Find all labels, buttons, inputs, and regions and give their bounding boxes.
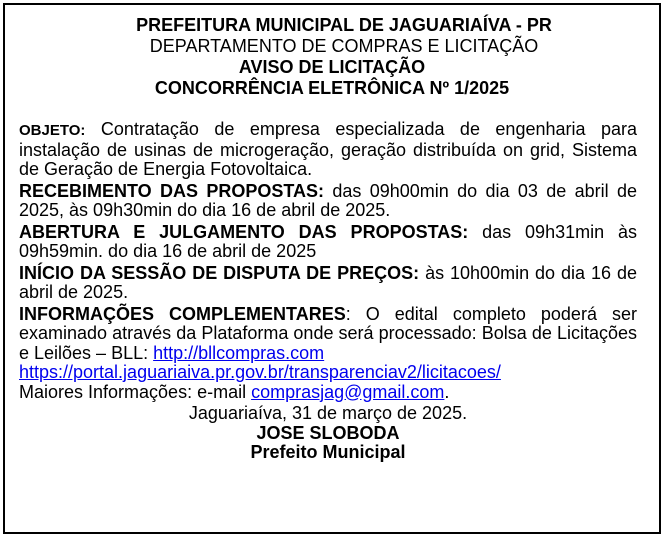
informacoes-text: : O edital completo poderá ser examinado através da Plataforma onde será processado: Bolsa de Licitações e Leilões – BLL: xyxy=(19,303,637,363)
header-municipality: PREFEITURA MUNICIPAL DE JAGUARIAÍVA - PR xyxy=(136,15,552,35)
recebimento-label: RECEBIMENTO DAS PROPOSTAS: xyxy=(19,180,325,201)
recebimento-paragraph xyxy=(19,182,637,221)
email-link[interactable]: comprasjag@gmail.com xyxy=(251,381,445,402)
objeto-label: OBJETO: xyxy=(19,122,86,139)
informacoes-paragraph xyxy=(19,305,637,403)
informacoes-label: INFORMAÇÕES COMPLEMENTARES xyxy=(19,303,346,324)
inicio-paragraph xyxy=(19,264,637,303)
signatory-role: Prefeito Municipal xyxy=(250,442,406,462)
contact-suffix: . xyxy=(444,381,450,402)
objeto-paragraph xyxy=(19,120,637,180)
signature-date: Jaguariaíva, 31 de março de 2025. xyxy=(188,403,468,423)
header-bid-number: CONCORRÊNCIA ELETRÔNICA Nº 1/2025 xyxy=(154,78,510,98)
transparency-portal-link[interactable]: https://portal.jaguariaiva.pr.gov.br/transparenciav2/licitacoes/ xyxy=(19,362,501,382)
bll-link[interactable]: http://bllcompras.com xyxy=(153,342,325,363)
objeto-text: Contratação de empresa especializada de engenharia para instalação de usinas de microgeração, geração distribuída on grid, Sistema de Geração de Energia Fotovoltaica. xyxy=(19,119,637,179)
header-department: DEPARTAMENTO DE COMPRAS E LICITAÇÃO xyxy=(149,36,539,56)
inicio-label: INÍCIO DA SESSÃO DE DISPUTA DE PREÇOS: xyxy=(19,262,420,283)
notice-body xyxy=(19,120,637,463)
abertura-text: das 09h31min às 09h59min. do dia 16 de abril de 2025 xyxy=(19,221,638,261)
header-notice-type: AVISO DE LICITAÇÃO xyxy=(238,57,426,77)
abertura-paragraph xyxy=(19,223,637,262)
contact-prefix: Maiores Informações: e-mail xyxy=(19,381,252,402)
abertura-label: ABERTURA E JULGAMENTO DAS PROPOSTAS: xyxy=(19,221,469,242)
notice-header xyxy=(5,15,659,99)
inicio-text: às 10h00min do dia 16 de abril de 2025. xyxy=(19,262,637,302)
signatory-name: JOSE SLOBODA xyxy=(256,422,400,443)
recebimento-text: das 09h00min do dia 03 de abril de 2025, às 09h30min do dia 16 de abril de 2025. xyxy=(19,180,637,220)
